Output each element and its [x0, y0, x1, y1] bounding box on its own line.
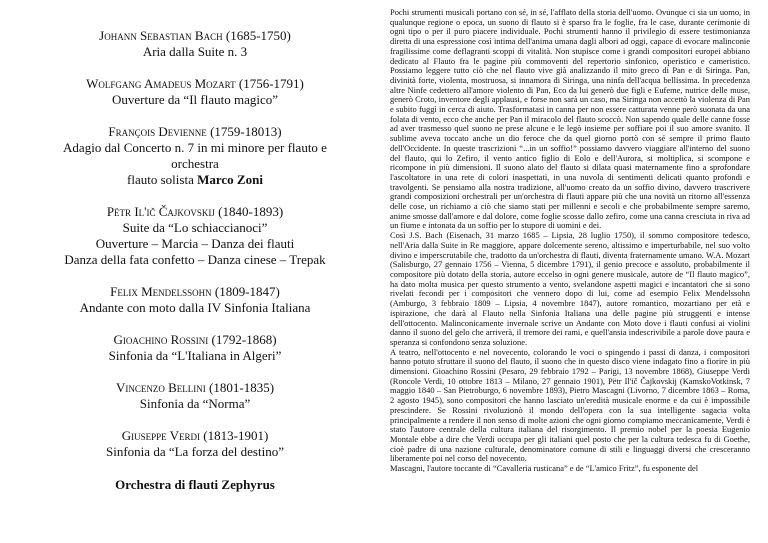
soloist-prefix: flauto solista [127, 172, 198, 187]
work-title: Sinfonia da “L'Italiana in Algeri” [108, 348, 282, 363]
composer-first-name: Vincenzo [115, 380, 165, 395]
program-entry-mendelssohn [40, 284, 350, 316]
composer-last-name: Amadeus Mozart [141, 76, 236, 91]
work-title: Adagio dal Concerto n. 7 in mi minore per flauto e orchestra [63, 140, 327, 171]
composer-last-name: Devienne [155, 124, 207, 139]
program-list [40, 28, 350, 476]
work-title: Andante con moto dalla IV Sinfonia Italiana [79, 300, 311, 315]
composer-dates: (1813-1901) [200, 428, 269, 443]
composer-heading [40, 204, 350, 220]
program-notes [390, 8, 750, 540]
composer-last-name: Rossini [167, 332, 209, 347]
program-entry-tchaikovsky [40, 204, 350, 268]
notes-paragraph: Pochi strumenti musicali portano con sé, in sé, l'afflato della storia dell'uomo. Ovunque ci sia un uomo, in qualunque regione o epoca, un suono di flauto si è sparso fra le foglie, fra le case, durante cerimonie di ogni tipo o per il puro piacere individuale. Pochi strumenti hanno il privilegio di essere testimonianza diretta di una espressione così intima dell'anima umana dagli albori ad oggi, capace di evocare malinconie fragilissime come deflagranti scoppi di vitalità. Non stupisce come i grandi compositori europei abbiano dedicato al Flauto fra le pagine più commoventi del repertorio sinfonico, operistico e cameristico. Possiamo leggere tutto ciò che nel flauto vive già analizzando il mito greco di Pan e di Siringa. Pan, divinità forte, violenta, mostruosa, si innamora di Siringa, una ninfa dell'acqua bellissima. In precedenza altre Ninfe cedettero all'amore violento di Pan, Eco da lui generò due figli e Eufeme, nutrice delle muse, generò Croto, inventore degli applausi, e forse non sarà un caso, ma Siringa non accettò la violenza di Pan e subito fuggì in cerca di aiuto. Trasformatasi in canna per non essere catturata venne però suonata da una folata di vento, ecco che anche per Pan il miracolo del flauto scoccò. Non sapendo quale delle canne fosse ad aver trasmesso quel suono ne prese alcune e le legò insieme per soffiare poi il suo amore svanito. Il sublime aveva toccato anche un dio feroce che da quel giorno portò con sé sempre il primo flauto dell'Occidente. In queste trascrizioni “...in un soffio!” possiamo davvero viaggiare all'interno del suono del flauto, qui lo Zefiro, il vento antico figlio di Eolo e dell'Aurora, si moltiplica, si scompone e ricompone in più dimensioni. Il suono alato del flauto si dilata quasi maternamente fino a sprofondare l'ascoltatore in una rete di colori inaspettati, in una nuvola di sentimenti delicati quanto profondi e travolgenti. Se pensiamo alla nostra tradizione, all'uomo creato da un soffio divino, davvero trascrivere grandi composizioni orchestrali per un'orchestra di flauti appare più che una novità un ritorno all'essenza delle cose, un richiamo a ciò che siamo stati per millenni e secoli e che probabilmente sempre saremo, anime smosse dall'amore e dal dolore, come foglie scosse dallo zefiro, come una canna cresciuta in riva ad un fiume e intonata da un soffio per lo stupore di uomini e dei. [390, 8, 750, 231]
composer-heading [40, 332, 350, 348]
work-movements: Ouverture – Marcia – Danza dei flauti [95, 236, 295, 251]
notes-paragraph: A teatro, nell'ottocento e nel novecento, colorando le voci o spingendo i passi di danza, i compositori hanno potuto sfruttare il suono del flauto, il suono che in questo disco viene indagato fino a fiorire in più dimensioni. Gioachino Rossini (Pesaro, 29 febbraio 1792 – Parigi, 13 novembre 1868), Giuseppe Verdi (Roncole Verdi, 10 ottobre 1813 – Milano, 27 gennaio 1901), Pëtr Il'ič Čajkovskij (KamskoVotkinsk, 7 maggio 1840 – San Pietroburgo, 6 novembre 1893), Pietro Mascagni (Livorno, 7 dicembre 1863 – Roma, 2 agosto 1945), sono compositori che hanno lasciato un'eredità musicale enorme e da cui è impossibile prescindere. Se Rossini rivoluzionò il mondo dell'opera con la sua intelligente sagacia volta principalmente a rendere il non senso di molte azioni che ogni giorno compiamo meccanicamente, Verdi è stato l'autore centrale della cultura italiana del risorgimento. Il premio nobel per la poesia Eugenio Montale ebbe a dire che Verdi occupa per gli italiani quel posto che per la cultura tedesca fu di Goethe, cioè padre di una nazione culturale, denominatore comune di stili e linguaggi diversi che cresceranno liberamente poi nel corso del novecento. [390, 346, 750, 464]
composer-last-name: Mendelssohn [137, 284, 212, 299]
composer-last-name: Sebastian Bach [136, 28, 223, 43]
composer-last-name: Verdi [166, 428, 201, 443]
composer-heading [40, 380, 350, 396]
orchestra-name: Orchestra di flauti Zephyrus [115, 477, 275, 492]
work-title: Sinfonia da “Norma” [139, 396, 251, 411]
work-title: Suite da “Lo schiaccianoci” [122, 220, 268, 235]
composer-dates: (1809-1847) [211, 284, 280, 299]
program-entry-mozart [40, 76, 350, 108]
work-title: Aria dalla Suite n. 3 [142, 44, 248, 59]
notes-paragraph: Mascagni, l'autore toccante di “Cavalleria rusticana” e de “L'amico Fritz”, fu esponente del [390, 463, 699, 474]
composer-dates: (1685-1750) [222, 28, 291, 43]
composer-heading [40, 284, 350, 300]
composer-heading [40, 76, 350, 92]
notes-paragraph: Così J.S. Bach (Eisenach, 31 marzo 1685 – Lipsia, 28 luglio 1750), il sommo compositore tedesco, nell'Aria dalla Suite in Re maggiore, appare dolcemente sereno, altissimo e imperturbabile, nel suo volto divino e imperscrutabile che, tradotto da un'orchestra di flauti, diventa fraternamente umano. W.A. Mozart (Salisburgo, 27 gennaio 1756 – Vienna, 5 dicembre 1791), il genio precoce e assoluto, probabilmente il compositore più dotato della storia, autore eccelso in ogni genere musicale, autore de “Il flauto magico”, ha dato molta musica per questo strumento a vento, svelandone aspetti magici e incantatori che si sono rivelati fecondi per i compositori che vennero dopo di lui, come ad esempio Felix Mendelssohn (Amburgo, 3 febbraio 1809 – Lipsia, 4 novembre 1847), autore romantico, mozartiano per età e ispirazione, che darà al Flauto nella Sinfonia Italiana una delle pagine più struggenti e intense dell'ottocento. Malinconicamente invernale scrive un Andante con Moto dove i flauti confusi ai violini danno il suono del gelo che arriverà, il tremore dei rami, e quell'ansia indescrivibile a parole dove paura e speranza si confondono senza soluzione. [390, 230, 750, 347]
soloist-name: Marco Zoni [197, 172, 263, 187]
work-movements: Danza della fata confetto – Danza cinese – Trepak [64, 252, 326, 267]
work-title: Sinfonia da “La forza del destino” [106, 444, 284, 459]
composer-heading [40, 428, 350, 444]
composer-first-name: Gioachino [113, 332, 168, 347]
composer-dates: (1792-1868) [208, 332, 277, 347]
composer-heading [40, 124, 350, 140]
composer-dates: (1801-1835) [205, 380, 275, 395]
composer-first-name: Pëtr [106, 204, 132, 219]
composer-first-name: Felix [110, 284, 138, 299]
composer-first-name: Johann [99, 28, 137, 43]
program-entry-verdi [40, 428, 350, 460]
program-entry-rossini [40, 332, 350, 364]
soloist-line [40, 172, 350, 188]
composer-last-name: Il'ič Čajkovskij [131, 204, 215, 219]
composer-last-name: Bellini [164, 380, 206, 395]
composer-first-name: Giuseppe [121, 428, 167, 443]
program-entry-bach [40, 28, 350, 60]
composer-dates: (1840-1893) [214, 204, 284, 219]
composer-first-name: Wolfgang [86, 76, 142, 91]
program-entry-bellini [40, 380, 350, 412]
composer-heading [40, 28, 350, 44]
work-title: Ouverture da “Il flauto magico” [111, 92, 279, 107]
composer-first-name: François [108, 124, 156, 139]
composer-dates: (1756-1791) [235, 76, 304, 91]
composer-dates: (1759-18013) [206, 124, 282, 139]
program-entry-devienne [40, 124, 350, 188]
